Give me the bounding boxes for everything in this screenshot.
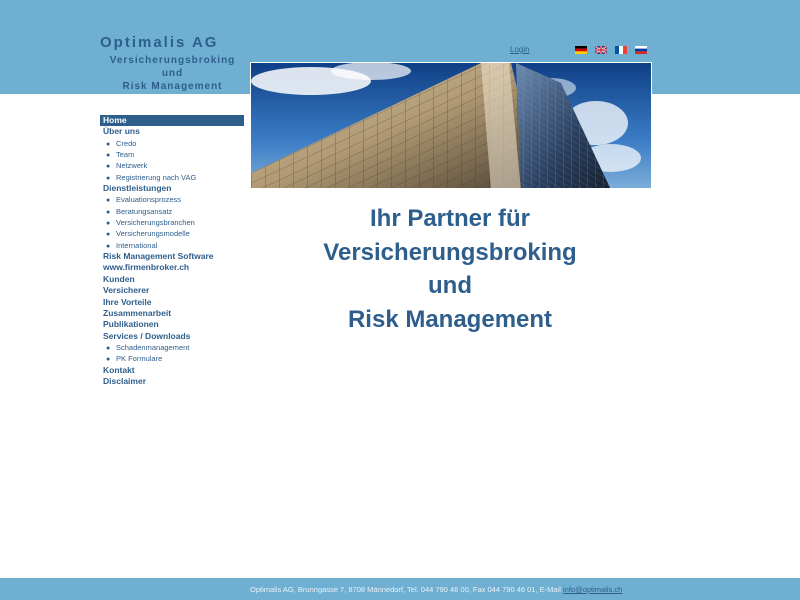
nav-subitem-label: Registrierung nach VAG [116,172,197,182]
nav-subitem-versicherungsbranchen[interactable] [100,217,244,228]
bullet-icon: ● [106,344,111,352]
bullet-icon: ● [106,140,111,148]
bullet-icon: ● [106,197,111,205]
nav-subitem-label: Team [116,150,135,160]
company-logo[interactable] [100,34,245,93]
nav-item-services-downloads[interactable]: Services / Downloads [103,330,191,341]
ru-flag-icon[interactable] [635,46,647,54]
nav-subitem-registrierung[interactable] [100,172,244,183]
nav-item-risk-management-software[interactable]: Risk Management Software [103,251,214,262]
bullet-icon: ● [106,220,111,228]
nav-subitem-label: Versicherungsbranchen [116,218,195,228]
bullet-icon: ● [106,208,111,216]
nav-subitem-versicherungsmodelle[interactable] [100,228,244,239]
nav-subitem-credo[interactable] [100,138,244,149]
footer-contact [250,585,622,594]
company-name: Optimalis AG [100,34,219,51]
nav-subitem-netzwerk[interactable] [100,160,244,171]
uk-flag-icon[interactable] [595,46,607,54]
bullet-icon: ● [106,174,111,182]
nav-subitem-schadenmanagement[interactable] [100,342,244,353]
nav-item-zusammenarbeit[interactable]: Zusammenarbeit [103,307,172,318]
nav-subitem-label: Versicherungsmodelle [116,229,190,239]
nav-subitem-beratungsansatz[interactable] [100,206,244,217]
main-headline [250,202,650,336]
nav-subitem-label: Beratungsansatz [116,206,173,216]
bullet-icon: ● [106,152,111,160]
nav-item-publikationen[interactable]: Publikationen [103,319,159,330]
nav-subitem-label: Credo [116,138,137,148]
nav-subitem-label: Evaluationsprozess [116,195,182,205]
headline-line-4: Risk Management [347,305,553,333]
headline-line-1: Ihr Partner für [369,205,531,232]
nav-subitem-evaluationsprozess[interactable] [100,194,244,205]
headline-line-2: Versicherungsbroking [323,238,577,266]
nav-item-home[interactable]: Home [100,115,244,126]
nav-item-dienstleistungen[interactable]: Dienstleistungen [103,183,172,194]
nav-item-kunden[interactable]: Kunden [103,273,135,284]
nav-item-ihre-vorteile[interactable]: Ihre Vorteile [103,296,152,307]
fr-flag-icon[interactable] [615,46,627,54]
nav-subitem-team[interactable] [100,149,244,160]
nav-subitem-label: PK Formulare [116,354,163,364]
tagline-line-2: und [161,68,184,79]
bullet-icon: ● [106,231,111,239]
headline-line-3: und [428,272,472,299]
nav-subitem-label: Netzwerk [116,161,148,171]
tagline-line-1: Versicherungsbroking [109,55,236,66]
nav-item-versicherer[interactable]: Versicherer [103,285,150,296]
nav-subitem-international[interactable] [100,240,244,251]
bullet-icon: ● [106,356,111,364]
hero-skyscraper-image [250,62,652,189]
nav-subitem-pk-formulare[interactable] [100,353,244,364]
de-flag-icon[interactable] [575,46,587,54]
tagline-line-3: Risk Management [122,81,223,92]
nav-subitem-label: Schadenmanagement [116,342,190,352]
footer-email-link[interactable]: info@optimalis.ch [562,585,623,594]
footer-address: Optimalis AG, Brunngasse 7, 8708 Männedorf, Tel. 044 790 46 00, Fax 044 790 46 01, E-Mail [250,585,563,594]
nav-subitem-label: International [116,240,158,250]
nav-item-kontakt[interactable]: Kontakt [103,364,135,375]
nav-item-ueber-uns[interactable]: Über uns [103,126,140,137]
nav-item-disclaimer[interactable]: Disclaimer [103,375,146,386]
bullet-icon: ● [106,242,111,250]
main-navigation [100,115,244,387]
bullet-icon: ● [106,163,111,171]
nav-item-firmenbroker[interactable]: www.firmenbroker.ch [103,262,190,273]
login-link[interactable]: Login [510,45,530,54]
